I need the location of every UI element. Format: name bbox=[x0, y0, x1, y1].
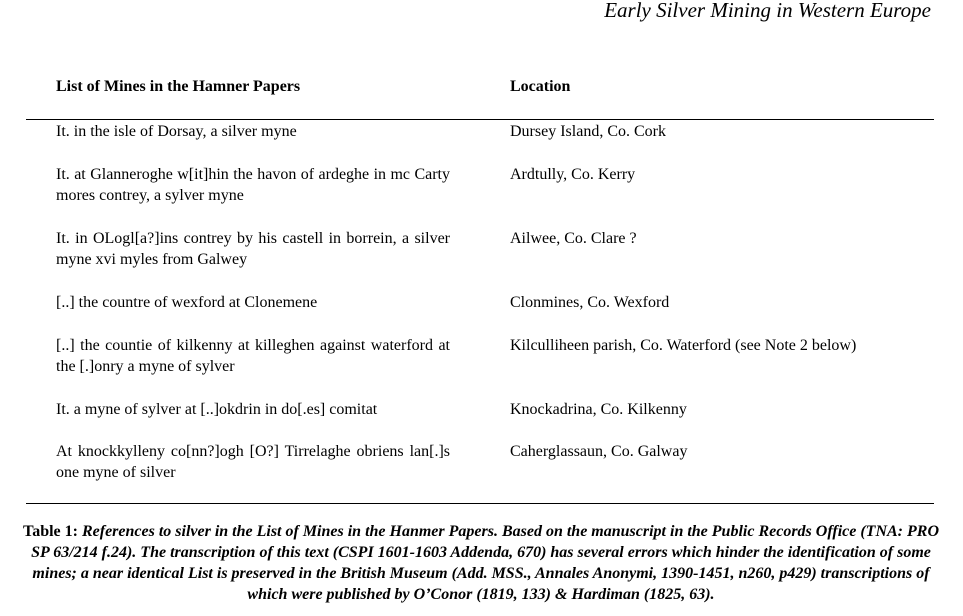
caption-text: References to silver in the List of Mines in the Hanmer Papers. Based on the manuscript in the Public Records Office (TNA: PRO SP 63/214 f.24). The transcription of this text (CSPI 1601-1603 Addenda, 670) has several errors which hinder the identification of some mines; a near identical List is preserved in the British Museum (Add. MSS., Annales Anonymi, 1390-1451, n260, p429) transcriptions of which were published by O’Conor (1819, 133) & Hardiman (1825, 63). bbox=[31, 523, 939, 603]
mine-cell: [..] the countre of wexford at Clonemene bbox=[56, 294, 318, 311]
table-header-row bbox=[0, 78, 963, 100]
mine-cell: [..] the countie of kilkenny at killeghen against waterford at the [.]onry a myne of sylver bbox=[56, 337, 450, 375]
table-caption bbox=[22, 521, 940, 605]
column-header-mines: List of Mines in the Hamner Papers bbox=[56, 78, 301, 95]
location-cell: Caherglassaun, Co. Galway bbox=[510, 443, 688, 460]
table-bottom-rule bbox=[26, 503, 934, 504]
location-cell: Ailwee, Co. Clare ? bbox=[510, 230, 637, 247]
mine-cell: It. at Glanneroghe w[it]hin the havon of ardeghe in mc Carty mores contrey, a sylver myne bbox=[56, 166, 450, 204]
location-cell: Ardtully, Co. Kerry bbox=[510, 166, 636, 183]
location-cell: Clonmines, Co. Wexford bbox=[510, 294, 670, 311]
mine-cell: At knockkylleny co[nn?]ogh [O?] Tirrelaghe obriens lan[.]s one myne of silver bbox=[56, 443, 450, 481]
running-header: Early Silver Mining in Western Europe bbox=[604, 0, 931, 22]
location-cell: Kilculliheen parish, Co. Waterford (see Note 2 below) bbox=[510, 337, 857, 354]
mine-cell: It. in OLogl[a?]ins contrey by his castell in borrein, a silver myne xvi myles from Galwey bbox=[56, 230, 450, 268]
location-cell: Knockadrina, Co. Kilkenny bbox=[510, 401, 687, 418]
mine-cell: It. a myne of sylver at [..]okdrin in do[.es] comitat bbox=[56, 401, 378, 418]
table-top-rule bbox=[26, 119, 934, 120]
mine-cell: It. in the isle of Dorsay, a silver myne bbox=[56, 123, 297, 140]
column-header-location: Location bbox=[510, 78, 571, 95]
caption-label: Table 1: bbox=[22, 523, 78, 540]
location-cell: Dursey Island, Co. Cork bbox=[510, 123, 666, 140]
